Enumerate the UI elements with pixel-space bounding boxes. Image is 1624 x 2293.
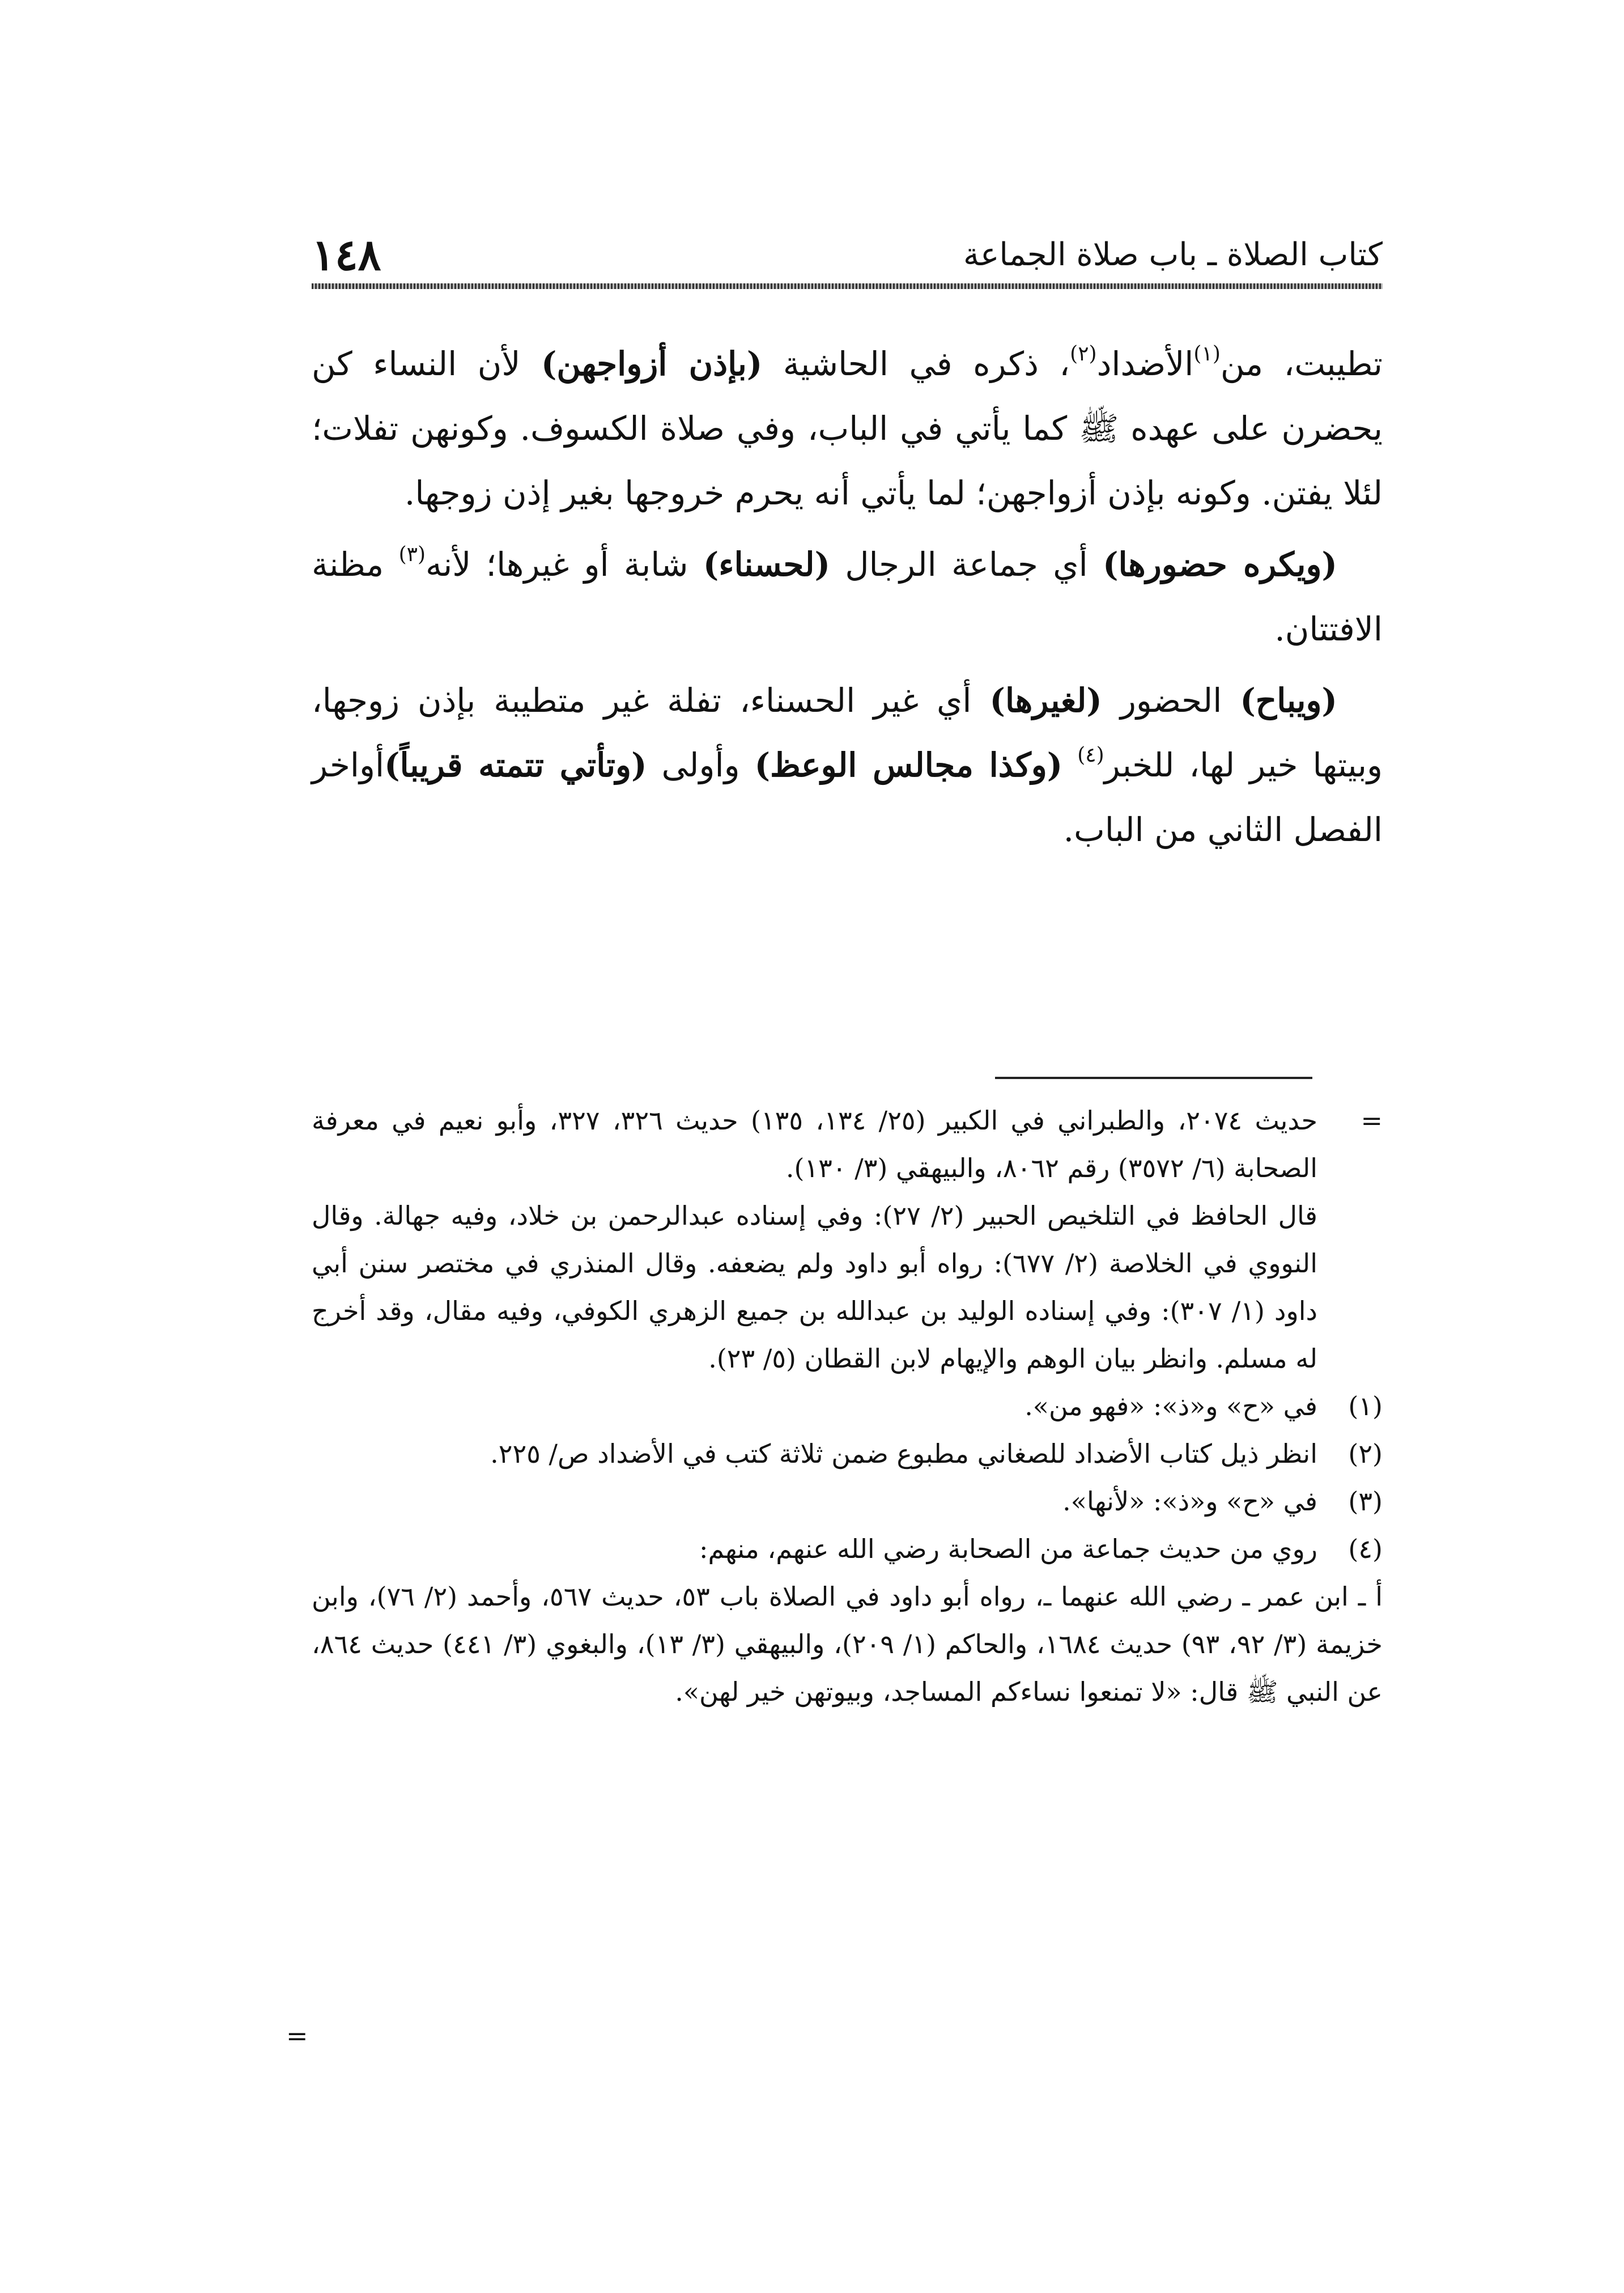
p3-text-c (1062, 746, 1077, 784)
footnote-ref-1: (١) (1193, 342, 1221, 366)
footnote-ref-3: (٣) (398, 543, 426, 566)
footnote-number: (١) (1348, 1391, 1383, 1421)
paragraph-2 (312, 532, 1383, 661)
footnote-1 (312, 1382, 1383, 1430)
p3-text-a: الحضور (1102, 681, 1240, 720)
paragraph-3 (312, 668, 1383, 862)
p2-bold-2: (لحسناء) (703, 545, 831, 584)
footnote-ref-4: (٤) (1077, 744, 1104, 767)
footnote-2 (312, 1430, 1383, 1477)
p1-text-a: تطيبت، من (1220, 345, 1383, 383)
p1-bold: (بإذن أزواجهن) (541, 345, 763, 383)
main-text (312, 332, 1383, 869)
footnote-number: (٤) (1348, 1534, 1383, 1564)
footnote-text: في «ح» و«ذ»: «لأنها». (1062, 1486, 1317, 1517)
p1-text-c: ، ذكره في الحاشية (762, 345, 1070, 383)
continuation-line-2: قال الحافظ في التلخيص الحبير (٢/ ٢٧): وفي إسناده عبدالرحمن بن خلاد، وفيه جهالة. وقال النووي في الخلاصة (٢/ ٦٧٧): رواه أبو داود ولم يضعفه. وقال المنذري في مختصر سنن أبي داود (١/ ٣٠٧): وفي إسناده الوليد بن عبدالله بن جميع الزهري الكوفي، وفيه مقال، وقد أخرج له مسلم. وانظر بيان الوهم والإيهام لابن القطان (٥/ ٢٣). (312, 1200, 1318, 1374)
p3-text-b: أي غير الحسناء، تفلة غير متطيبة بإذن زوجها، وبيتها خير لها، للخبر (312, 681, 1383, 784)
footnote-number: (٢) (1348, 1438, 1383, 1469)
page-number: ١٤٨ (312, 230, 381, 280)
footnote-ref-2: (٢) (1070, 342, 1097, 366)
p3-bold-3: (وكذا مجالس الوعظ) (754, 746, 1063, 784)
p2-text-a: أي جماعة الرجال (830, 545, 1103, 584)
header-rule (312, 283, 1383, 289)
p1-text-d: لأن النساء كن يحضرن على عهده ﷺ كما يأتي في الباب، وفي صلاة الكسوف. وكونهن تفلات؛ لئلا يفتن. وكونه بإذن أزواجهن؛ لما يأتي أنه يحرم خروجها بغير إذن زوجها. (312, 345, 1383, 512)
footnote-number: (٣) (1348, 1486, 1383, 1517)
page-header (312, 230, 1383, 281)
p1-text-b: الأضداد (1096, 345, 1194, 383)
continuation-line-1: حديث ٢٠٧٤، والطبراني في الكبير (٢٥/ ١٣٤، ١٣٥) حديث ٣٢٦، ٣٢٧، وأبو نعيم في معرفة الصحابة (٦/ ٣٥٧٢) رقم ٨٠٦٢، والبيهقي (٣/ ١٣٠). (312, 1105, 1317, 1183)
footnote-3 (312, 1477, 1383, 1525)
continuation-mark: = (1361, 1105, 1383, 1136)
p2-bold-1: (ويكره حضورها) (1103, 545, 1337, 584)
footnote-4 (312, 1525, 1383, 1573)
p3-bold-4: (وتأتي تتمته قريباً) (384, 746, 647, 784)
paragraph-1 (312, 332, 1383, 525)
p3-bold-1: (ويباح) (1240, 681, 1337, 720)
footnote-continuation (312, 1097, 1383, 1382)
p3-bold-2: (لغيرها) (989, 681, 1102, 720)
p3-text-d: وأولى (647, 746, 755, 784)
p2-text-b: شابة أو غيرها؛ لأنه (426, 545, 703, 584)
page-end-continuation-mark: = (286, 2020, 308, 2051)
footnotes (312, 1097, 1383, 1715)
p3-text-e: أواخر الفصل الثاني من الباب. (312, 746, 1383, 849)
footnote-4-detail: أ ـ ابن عمر ـ رضي الله عنهما ـ، رواه أبو داود في الصلاة باب ٥٣، حديث ٥٦٧، وأحمد (٢/ ٧٦)، وابن خزيمة (٣/ ٩٢، ٩٣) حديث ١٦٨٤، والحاكم (١/ ٢٠٩)، والبيهقي (٣/ ١٣)، والبغوي (٣/ ٤٤١) حديث ٨٦٤، عن النبي ﷺ قال: «لا تمنعوا نساءكم المساجد، وبيوتهن خير لهن». (312, 1581, 1383, 1707)
footnote-text: في «ح» و«ذ»: «فهو من». (1024, 1391, 1317, 1421)
p2-text-c: مظنة الافتتان. (312, 545, 1383, 648)
footnote-text: روي من حديث جماعة من الصحابة رضي الله عنهم، منهم: (699, 1534, 1317, 1564)
footnote-text: انظر ذيل كتاب الأضداد للصغاني مطبوع ضمن ثلاثة كتب في الأضداد ص/ ٢٢٥. (490, 1438, 1317, 1469)
footnote-separator (995, 1077, 1312, 1079)
running-title: كتاب الصلاة ـ باب صلاة الجماعة (963, 236, 1383, 273)
